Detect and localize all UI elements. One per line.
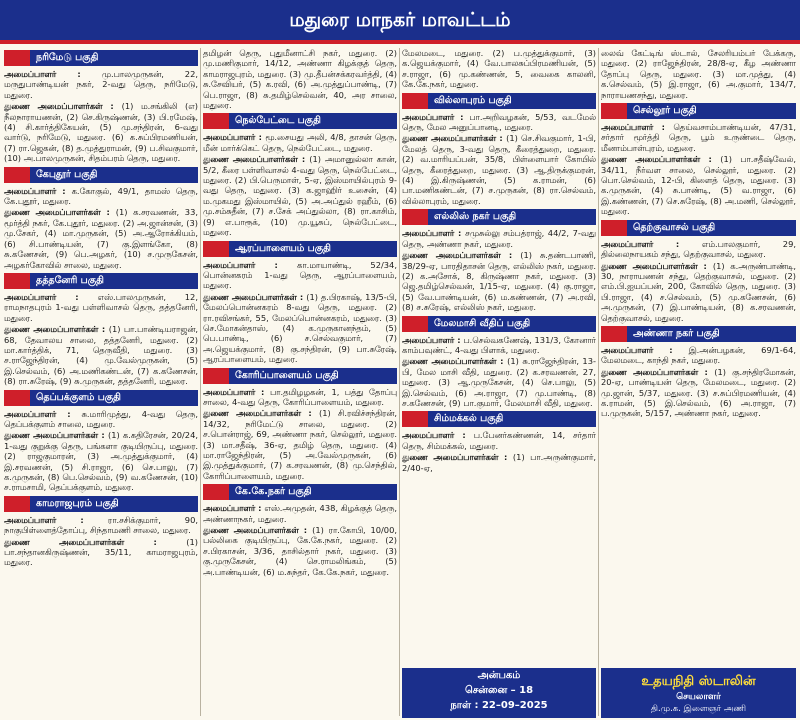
area-heading: தெற்குவாசல் பகுதி (601, 220, 796, 236)
area-heading: கேபுதூர் பகுதி (4, 167, 198, 183)
organizer-text: எஸ்.அமுதன், 438, கிழக்குத் தெரு, அண்ணாநகர், மதுரை. (203, 503, 397, 524)
co-organizers-entry (203, 408, 397, 481)
area-section (601, 48, 796, 100)
area-section (402, 316, 596, 409)
organizer-entry (203, 503, 397, 524)
organizer-label: அமைப்பாளர் : (203, 259, 297, 270)
area-section (203, 241, 397, 365)
organizer-text: எம்.பாலகுமார், 29, தில்லைநாயகம் சந்து, தெற்குவாசல், மதுரை. (601, 238, 796, 260)
area-section (402, 48, 596, 90)
organizer-text: கா.மாயாண்டி, 52/34, பொன்னகரம் 1-வது தெரு, ஆரப்பாளையம், மதுரை. (203, 259, 397, 291)
area-section (601, 326, 796, 419)
organizer-entry (203, 132, 397, 153)
co-organizers-entry (402, 133, 596, 206)
area-heading: செல்லூர் பகுதி (601, 103, 796, 119)
co-organizers-text: (1) சு.ராஜேந்திரன், 13-பி, மேல மாசி வீதி, மதுரை. (2) க.சரவணன், 27, மதுரை. (3) ஆ.முருகேசன், (4) செ.பாலு, (5) இ.செல்வம், (6) அ.ராஜா, (7) மு.பாண்டி, (8) ச.கணேசன், (9) பா.குமார், மேலமாசி வீதி, மதுரை. (402, 356, 596, 408)
area-heading: காமராஜபுரம் பகுதி (4, 496, 198, 512)
co-organizers-label: துணை அமைப்பாளர்கள் : (203, 154, 310, 165)
organizer-entry (4, 69, 198, 100)
area-heading: ஆரப்பாளையம் பகுதி (203, 241, 397, 257)
column-divider (598, 48, 599, 716)
area-section (203, 48, 397, 110)
organizer-entry (402, 112, 596, 133)
co-organizers-text: மேலமடை, மதுரை. (2) ப.முத்துக்குமார், (3) க.ஜெயக்குமார், (4) வே.பாலசுப்பிரமணியன், (5) ச.ராஜா, (6) மு.கண்ணன், 5, வைகை காலனி, கே.கே.நகர், மதுரை. (402, 48, 596, 90)
co-organizers-text: (1) க.அருண்பாண்டி, 30, நாராயணன் சந்து, தெற்குவாசல், மதுரை. (2) எம்.பி.ஐயப்பன், 200, கோவில் தெரு, மதுரை. (3) பி.ராஜா, (4) ச.செல்வம், (5) மு.கணேசன், (6) அ.முருகன், (7) இ.பாண்டியன், (8) க.சரவணன், தெற்குவாசல், மதுரை. (601, 260, 796, 323)
organizer-label: அமைப்பாளர் : (4, 291, 98, 302)
organizer-entry (601, 239, 796, 260)
area-section (4, 50, 198, 164)
organizer-label: அமைப்பாளர் : (601, 344, 689, 355)
area-section (4, 390, 198, 493)
co-organizers-entry (4, 101, 198, 163)
co-organizers-text: (1) பா.சந்தானகிருஷ்ணன், 35/11, காமராஜபுரம், மதுரை. (4, 536, 198, 568)
organizer-label: அமைப்பாளர் : (601, 238, 702, 249)
column-4 (601, 48, 796, 666)
co-organizers-entry (4, 537, 198, 568)
co-organizers-entry (601, 367, 796, 419)
organizer-text: மூ.சையது அலி, 4/8, தாசன் தெரு, மீன் மார்க்கெட் தெரு, நெல்பேட்டை, மதுரை. (203, 132, 397, 153)
organizer-text: ரா.சசிக்குமார், 90, நாகுபிள்ளைத்தோப்பு, சிந்தாமணி சாலை, மதுரை. (4, 514, 198, 536)
co-organizers-text: (1) கு.சந்திரமோகன், 20-ஏ, பாண்டியன் தெரு, மேலமடை, மதுரை. (2) மு.ஜான், 5/37, மதுரை. (3) ச.சுப்பிரமணியன், (4) க.ராமன், (5) இ.செல்வம், (6) அ.ராஜா, (7) ப.முருகன், 5/157, அண்ணா நகர், மதுரை. (601, 366, 796, 419)
organizer-label: அமைப்பாளர் : (402, 228, 466, 239)
co-organizers-entry (402, 356, 596, 408)
organizer-text: இ.அன்பழகன், 69/1-64, மேலமடை, காந்தி நகர், மதுரை. (601, 344, 796, 366)
area-section (203, 368, 397, 482)
co-organizers-label: துணை அமைப்பாளர்கள் : (402, 133, 507, 144)
area-section (4, 167, 198, 270)
organizer-entry (4, 515, 198, 536)
signatory-dept: தி.மு.க. இளைஞர் அணி (651, 704, 746, 714)
co-organizers-entry (601, 48, 796, 100)
co-organizers-entry (601, 154, 796, 216)
column-divider (399, 48, 400, 716)
area-heading: கோரிப்பாளையம் பகுதி (203, 368, 397, 384)
co-organizers-label: துணை அமைப்பாளர்கள் : (402, 356, 508, 367)
banner-title: மதுரை மாநகர் மாவட்டம் (289, 9, 511, 31)
co-organizers-entry (4, 207, 198, 269)
organizer-text: பா.அறிவழகன், 5/53, வடமேல் தெரு, மேல அனுப்பானடி, மதுரை. (402, 111, 596, 133)
organizer-label: அமைப்பாளர் : (402, 334, 464, 345)
area-heading: சிம்மக்கல் பகுதி (402, 411, 596, 427)
co-organizers-text: (1) ம.சங்கிலி (எ) நீலநாராயணன், (2) செ.கிருஷ்ணன், (3) பி.ரமேஷ், (4) சி.கார்த்திகேயன், (5) மு.சந்திரன், 6-வது வார்டு, நரிமேடு, மதுரை. (6) க.சுப்பிரமணியன், (7) ரா.ஜெகன், (8) த.முத்துராமன், (9) ப.சிவகுமார், (10) அ.பாலமுருகன், சிதம்பரம் தெரு, மதுரை. (4, 101, 198, 164)
area-heading: அண்ணா நகர் பகுதி (601, 326, 796, 342)
office-name: அன்பகம் (477, 670, 521, 681)
co-organizers-label: துணை அமைப்பாளர்கள் : (601, 154, 721, 165)
organizer-entry (203, 387, 397, 408)
area-section (601, 220, 796, 323)
banner-stripe (0, 40, 800, 44)
organizer-entry (402, 228, 596, 249)
co-organizers-entry (402, 48, 596, 90)
co-organizers-entry (601, 261, 796, 323)
organizer-label: அமைப்பாளர் : (203, 132, 266, 143)
organizer-text: சு.மாரிமுத்து, 4-வது தெரு, தெப்பக்குளம் சாலை, மதுரை. (4, 408, 198, 429)
organizer-entry (402, 335, 596, 356)
co-organizers-label: துணை அமைப்பாளர்கள் : (4, 101, 122, 112)
organizer-entry (402, 430, 596, 451)
co-organizers-label: துணை அமைப்பாளர்கள் : (203, 525, 313, 536)
organizer-entry (601, 345, 796, 366)
organizer-label: அமைப்பாளர் : (4, 185, 72, 196)
co-organizers-label: துணை அமைப்பாளர்கள் : (601, 366, 715, 377)
co-organizers-text: (1) பா.அருண்குமார், 2/40-ஏ, (402, 452, 596, 473)
area-heading: நெல்பேட்டை பகுதி (203, 113, 397, 129)
notice-date: நாள் : 22–09–2025 (450, 700, 548, 711)
co-organizers-label: துணை அமைப்பாளர்கள் : (4, 536, 187, 547)
co-organizers-text: லைவ் கேட்டிங் ஸ்டால், சேலரியம்பர் பேக்கரு, மதுரை. (2) ராஜேந்திரன், 28/8-ஏ, கீழ அண்ணா தோப்பு தெரு, மதுரை. (3) மா.முத்து, (4) க.செல்வம், (5) இ.ராஜா, (6) அ.குமார், 134/7, நாராயணசந்து, மதுரை. (601, 48, 796, 100)
co-organizers-text: (1) ரா.கோபி, 10/00, பல்லிகை குடியிருப்பு, கே.கே.நகர், மதுரை. (2) ச.பிரகாசன், 3/36, தாசில்தார் நகர், மதுரை. (3) கு.முருகேசன், (4) செ.ராமலிங்கம், (5) அ.பாண்டியன், (6) ம.சுந்தர், கே.கே.நகர், மதுரை. (203, 525, 397, 577)
area-heading: தெப்பக்குளம் பகுதி (4, 390, 198, 406)
organizer-label: அமைப்பாளர் : (601, 122, 674, 133)
organizer-label: அமைப்பாளர் : (4, 69, 102, 79)
co-organizers-label: துணை அமைப்பாளர்கள் : (601, 260, 713, 271)
organizer-text: சமுசுல்லு சம்பத்ராஜ், 44/2, 7-வது தெரு, அண்ணா நகர், மதுரை. (402, 228, 596, 249)
co-organizers-text: (1) த.பிரகாஷ், 13/5-பி, மேலப்பொன்னகரம் 8-வது தெரு, மதுரை. (2) ரா.ரவிசங்கர், 55, மேலப்பொன்னகரம், மதுரை. (3) செ.மோகன்தாஸ், (4) க.முருகானந்தம், (5) பெ.பாண்டி, (6) ச.செல்வகுமார், (7) அ.ஜெயக்குமார், (8) கு.சந்திரன், (9) பா.சுரேஷ், ஆரப்பாளையம், மதுரை. (203, 291, 397, 365)
area-heading: எல்லிஸ் நகர் பகுதி (402, 209, 596, 225)
area-section (203, 484, 397, 577)
co-organizers-label: துணை அமைப்பாளர்கள் : (402, 452, 513, 463)
area-section (402, 209, 596, 312)
organizer-entry (4, 292, 198, 323)
area-heading: வில்லாபுரம் பகுதி (402, 93, 596, 109)
column-1 (4, 48, 198, 666)
co-organizers-text: (1) அமானுல்லா கான், 5/2, கீரை பள்ளிவாசல் 4-வது தெரு, நெல்பேட்டை, மதுரை. (2) பி.பெருமாள், 5-ஏ, இஸ்மாயில்புரம் 9-வது தெரு, மதுரை. (3) க.ஜாஹிர் உசைன், (4) ம.முகமது இஸ்மாயில், (5) அ.அப்துல் ரஹீம், (6) மு.சம்சுதீன், (7) ச.சேக் அப்துல்லா, (8) ரா.காசிம், (9) எ.பாரூக், (10) மு.யூசுப், நெல்பேட்டை, மதுரை. (203, 154, 397, 238)
co-organizers-entry (402, 452, 596, 473)
organizer-label: அமைப்பாளர் : (4, 514, 108, 525)
organizer-entry (4, 186, 198, 207)
organizer-text: ப.பேனர்கண்ணன், 14, சர்தார் தெரு, சிம்மக்கல், மதுரை. (402, 430, 596, 451)
co-organizers-entry (402, 250, 596, 312)
column-2 (203, 48, 397, 666)
co-organizers-text: (1) சி.ரவிச்சந்திரன், 14/32, நரிமேட்டு சாலை, மதுரை. (2) ச.பொன்ராஜ், 69, அண்ணா நகர், செல்லூர், மதுரை. (3) மா.சதீஷ், 36-ஏ, தமிழ் தெரு, மதுரை. (4) மா.ராஜேந்திரன், (5) அ.வேல்முருகன், (6) இ.முத்துக்குமார், (7) க.சரவணன், (8) மு.செந்தில், கோரிப்பாளையம், மதுரை. (203, 408, 397, 481)
organizer-text: க.கோகுல், 49/1, தாமஸ் தெரு, கே.புதூர், மதுரை. (4, 185, 198, 207)
co-organizers-text: (1) பா.பாண்டியராஜன், 68, தேவாலய சாலை, தத்தனேரி, மதுரை. (2) மா.கார்த்திக், 71, தெருவீதி, மதுரை. (3) ச.ராஜேந்திரன், (4) மு.வேல்முருகன், (5) இ.செல்வம், (6) அ.மணிகண்டன், (7) க.கணேசன், (8) ரா.சுரேஷ், (9) சு.முருகன், தத்தனேரி, மதுரை. (4, 324, 198, 387)
area-section (402, 411, 596, 473)
organizer-text: மு.பாலமுருகன், 22, மருதுபாண்டியன் நகர், 2-வது தெரு, நரிமேடு, மதுரை. (4, 69, 198, 100)
organizer-label: அமைப்பாளர் : (203, 503, 265, 514)
area-section (4, 273, 198, 387)
area-section (402, 93, 596, 207)
co-organizers-label: துணை அமைப்பாளர்கள் : (203, 291, 307, 302)
office-city: சென்னை – 18 (464, 685, 534, 696)
organizer-entry (203, 260, 397, 291)
signature-box (601, 668, 796, 718)
co-organizers-entry (203, 525, 397, 577)
co-organizers-text: தமிழன் தெரு, புதுமீனாட்சி நகர், மதுரை. (2) மு.மணிகுமார், 14/12, அண்ணா கிழக்குத் தெரு, காமராஜபுரம், மதுரை. (3) மு.தீபன்சக்கரவர்த்தி, (4) சு.சேவியர், (5) க.ரவி, (6) அ.முத்துப்பாண்டி, (7) பெ.ராஜா, (8) சு.தமிழ்செல்வன், 40, அர சாலை, மதுரை. (203, 48, 397, 111)
organizer-text: தெய்வசாம்பாண்டியன், 47/31, சர்தார் மூர்த்தி தெரு, பூம் உருண்டை தெரு, மீனாம்பாள்புரம், மதுரை. (601, 122, 796, 153)
page-banner (0, 0, 800, 40)
co-organizers-label: துணை அமைப்பாளர்கள் : (4, 324, 109, 335)
co-organizers-entry (203, 154, 397, 237)
office-date-box (402, 668, 596, 718)
co-organizers-entry (203, 48, 397, 110)
area-section (203, 113, 397, 237)
organizer-label: அமைப்பாளர் : (402, 430, 474, 441)
co-organizers-label: துணை அமைப்பாளர்கள் : (402, 250, 521, 261)
co-organizers-text: (1) செ.சிவகுமார், 1-பி, மேலத் தெரு, 3-வது தெரு, கீரைத்துறை, மதுரை. (2) வ.மாரியப்பன், 35/8, பிள்ளையார் கோயில் தெரு, கீரைத்துறை, மதுரை. (3) ஆ.திருக்குமரன், (4) இ.கிருஷ்ணன், (5) க.ராமன், (6) பா.மணிகண்டன், (7) ச.முருகன், (8) ரா.செல்வம், வில்லாபுரம், மதுரை. (402, 133, 596, 206)
area-heading: தத்தனேரி பகுதி (4, 273, 198, 289)
organizer-text: ப.செல்வகணேஷ், 131/3, கோனார் காம்பவுண்ட், 4-வது பிளாக், மதுரை. (402, 334, 596, 355)
organizer-label: அமைப்பாளர் : (402, 111, 470, 122)
signatory-name: உதயநிதி ஸ்டாலின் (641, 674, 756, 689)
co-organizers-text: (1) பா.சதீஷ்வேல், 34/11, நீர்வள சாலை, செல்லூர், மதுரை. (2) பொ.செல்வம், 12-பி, கிளைத் தெரு, மதுரை. (3) க.முருகன், (4) சு.பாண்டி, (5) வ.ராஜா, (6) இ.கண்ணன், (7) செ.சுரேஷ், (8) அ.மணி, செல்லூர், மதுரை. (601, 154, 796, 217)
area-heading: கே.கே.நகர் பகுதி (203, 484, 397, 500)
co-organizers-text: (1) க.சரவணன், 33, மூர்த்தி நகர், கே.புதூர், மதுரை. (2) அ.ஜான்சன், (3) மு.சேகர், (4) மா.முருகன், (5) அ.ஆரோக்கியம், (6) சி.பாண்டியன், (7) கு.இளங்கோ, (8) சு.கணேசன், (9) பெ.அழகர், (10) ச.முருகேசன், அழகர்கோவில் சாலை, மதுரை. (4, 207, 198, 270)
co-organizers-text: (1) சு.தண்டபாணி, 38/29-ஏ, பாரதிதாசன் தெரு, எல்லிஸ் நகர், மதுரை. (2) க.அசோக், 8, கிருஷ்ணா நகர், மதுரை. (3) ஜெ.தமிழ்செல்வன், 1/15-ஏ, மதுரை. (4) கு.ராஜா, (5) வே.பாண்டியன், (6) ம.கண்ணன், (7) அ.ரவி, (8) ச.சுரேஷ், எல்லிஸ் நகர், மதுரை. (402, 250, 596, 313)
co-organizers-entry (4, 430, 198, 492)
column-3 (402, 48, 596, 666)
co-organizers-entry (203, 292, 397, 365)
signatory-role: செயலாளர் (676, 692, 721, 702)
organizer-entry (4, 409, 198, 430)
co-organizers-label: துணை அமைப்பாளர்கள் : (4, 430, 109, 441)
co-organizers-entry (4, 324, 198, 386)
area-section (4, 496, 198, 568)
organizer-label: அமைப்பாளர் : (203, 386, 270, 397)
organizer-text: எஸ்.பாலமுருகன், 12, ராமநாதபுரம் 1-வது பள்ளிவாசல் தெரு, தத்தனேரி, மதுரை. (4, 291, 198, 323)
organizer-entry (601, 122, 796, 153)
organizer-label: அமைப்பாளர் : (4, 408, 82, 419)
organizer-text: பா.தமிழழகன், 1, பத்து தோப்பு சாலை, 4-வது தெரு, கோரிப்பாளையம், மதுரை. (203, 386, 397, 407)
co-organizers-label: துணை அமைப்பாளர்கள் : (4, 207, 116, 218)
co-organizers-label: துணை அமைப்பாளர்கள் : (203, 408, 320, 419)
area-heading: நரிமேடு பகுதி (4, 50, 198, 66)
column-divider (200, 48, 201, 716)
co-organizers-text: (1) க.கதிரேசன், 20/24, 1-வது குறுக்கு தெரு, பங்களா குடியிருப்பு, மதுரை. (2) ராஜகுமாரன், (3) அ.முத்துக்குமார், (4) இ.சரவணன், (5) சி.ராஜா, (6) செ.பாலு, (7) க.முருகன், (8) பெ.செல்வம், (9) வ.கணேசன், (10) ச.ராமசாமி, தெப்பக்குளம், மதுரை. (4, 430, 198, 493)
area-heading: மேலமாசி வீதிப் பகுதி (402, 316, 596, 332)
area-section (601, 103, 796, 217)
